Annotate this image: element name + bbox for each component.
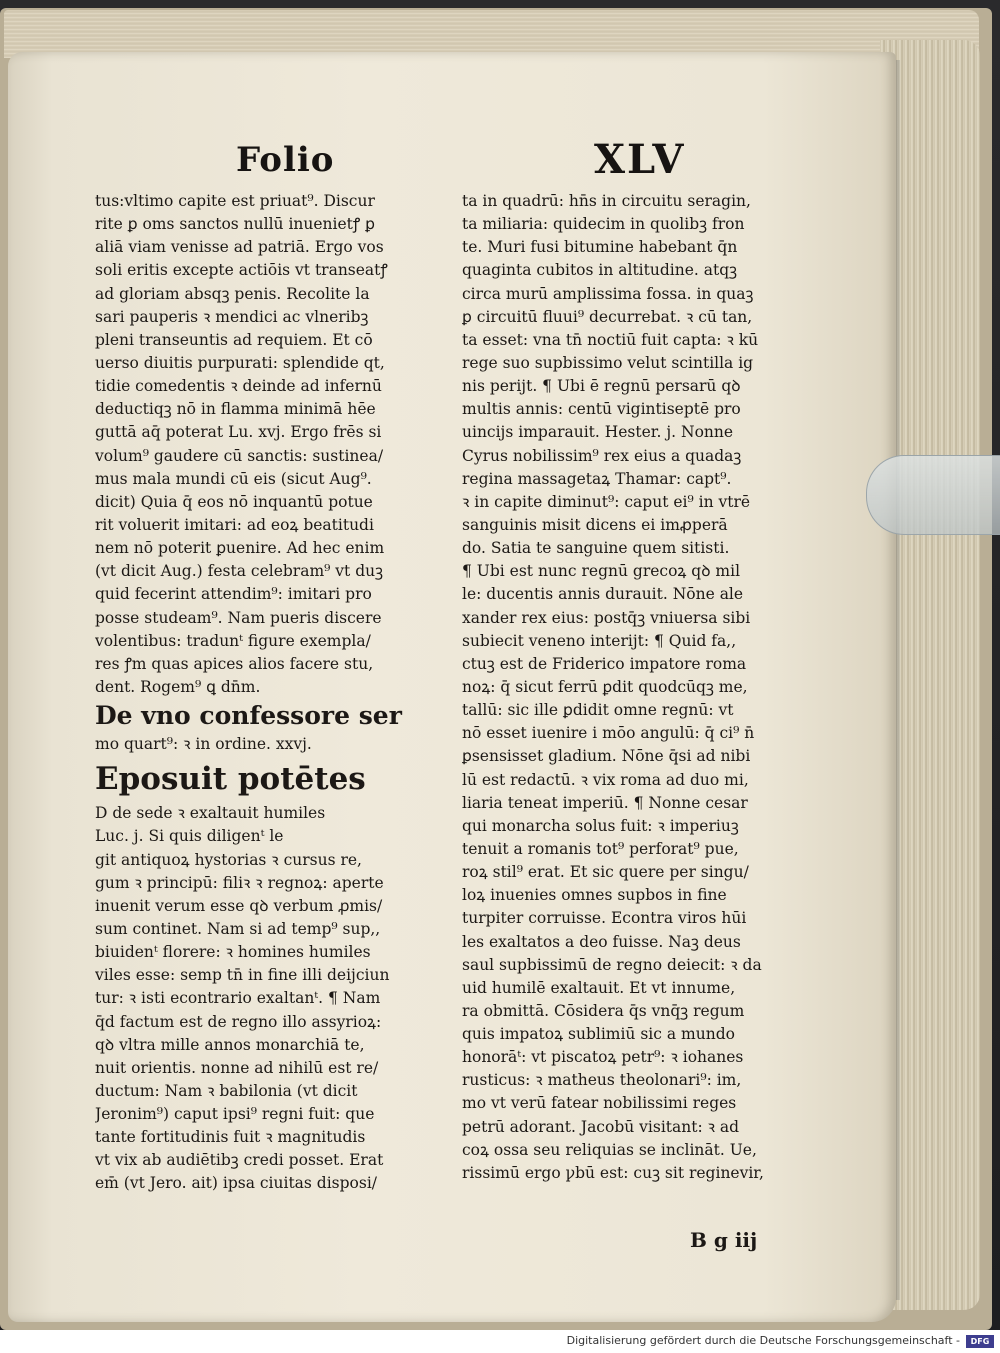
left-column-line: ad gloriam absqꝫ penis. Recolite la (95, 284, 370, 303)
left-column-line: q̄d factum est de regno illo assyrioꝝ: (95, 1012, 382, 1031)
right-column-line: honorāᵗ: vt piscatoꝝ petr⁹: ꝛ iohanes (462, 1048, 744, 1067)
left-column-line: Luc. j. Si quis diligenᵗ le (95, 827, 284, 846)
right-column-line: roꝝ stil⁹ erat. Et sic quere per singu/ (462, 863, 749, 882)
folio-number: XLV (594, 136, 686, 183)
right-column-line: ꝛ in capite diminut⁹: caput ei⁹ in vtrē (462, 492, 751, 511)
left-column-line: ductum: Nam ꝛ babilonia (vt dicit (95, 1081, 358, 1100)
left-column-line: aliā viam venisse ad patriā. Ergo vos (95, 238, 384, 257)
left-column-line: sari pauperis ꝛ mendici ac vlneribꝫ (95, 307, 369, 326)
book-top-edge (4, 10, 979, 58)
right-column-line: loꝝ inuenies omnes supbos in fine (462, 886, 727, 905)
left-column-line: dent. Rogem⁹ ꝗ dn̄m. (95, 677, 261, 696)
left-column-line: rite ꝑ oms sanctos nullū inuenietꝭ ꝑ (95, 215, 376, 234)
right-column-line: ctuꝫ est de Friderico impatore roma (462, 654, 747, 673)
left-column-line: qꝺ vltra mille annos monarchiā te, (95, 1035, 365, 1054)
left-column-line: Eposuit potētes (95, 761, 366, 798)
left-column-line: mo quart⁹: ꝛ in ordine. xxvj. (95, 735, 312, 754)
right-column-line: saul supbissimū de regno deiecit: ꝛ da (462, 955, 762, 974)
right-column-line: xander rex eius: postq̄ꝫ vniuersa sibi (462, 608, 751, 627)
left-column-line: deductiqꝫ nō in flamma minimā hēe (95, 400, 376, 419)
right-column-line: do. Satia te sanguine quem sitisti. (462, 539, 730, 558)
left-column-line: D de sede ꝛ exaltauit humiles (95, 804, 326, 823)
right-column-line: qui monarcha solus fuit: ꝛ imperiuꝫ (462, 816, 739, 835)
right-column-line: nis perijt. ¶ Ubi ē regnū persarū qꝺ (462, 377, 741, 396)
right-column-line: ta in quadrū: hn̄s in circuitu seragin, (462, 192, 751, 210)
left-column-line: pleni transeuntis ad requiem. Et cō (95, 330, 373, 349)
right-column-line: coꝝ ossa seu reliquias se inclināt. Ue, (462, 1140, 757, 1159)
text-column-left (95, 190, 440, 1196)
right-column-line: te. Muri fusi bitumine habebant q̄n (462, 238, 738, 257)
left-column-line: soli eritis excepte actiōis vt transeatꝭ (95, 261, 388, 280)
right-column-line: rusticus: ꝛ matheus theolonari⁹: im, (462, 1071, 742, 1090)
left-column-line: rit voluerit imitari: ad eoꝝ beatitudi (95, 515, 374, 534)
folio-label: Folio (236, 140, 335, 180)
dfg-logo: DFG (966, 1335, 994, 1348)
left-column-line: res ꝭm quas apices alios facere stu, (95, 654, 374, 673)
left-column-line: dicit) Quia q̄ eos nō inquantū potue (95, 492, 373, 511)
right-column-line: mo vt verū fatear nobilissimi reges (462, 1094, 737, 1113)
footer-bar (0, 1330, 1000, 1353)
left-column-line: posse studeam⁹. Nam pueris discere (95, 608, 382, 627)
signature-mark: B g iij (690, 1228, 758, 1252)
right-column-line: uid humilē exaltauit. Et vt innume, (462, 978, 736, 997)
right-column-line: nō esset iuenire i mōo angulū: q̄ ci⁹ n̄ (462, 724, 755, 743)
left-column-line: nuit orientis. nonne ad nihilū est re/ (95, 1058, 379, 1077)
right-column-line: ta miliaria: quidecim in quolibꝫ fron (462, 215, 745, 234)
left-column-line: vt vix ab audiētibꝫ credi posset. Erat (95, 1151, 384, 1170)
left-column-line: De vno confessore ser (95, 701, 402, 731)
right-column-line: ꝑ circuitū fluui⁹ decurrebat. ꝛ cū tan, (462, 307, 753, 326)
left-column-line: tante fortitudinis fuit ꝛ magnitudis (95, 1128, 366, 1147)
left-column-line: tur: ꝛ isti econtrario exaltanᵗ. ¶ Nam (95, 989, 381, 1008)
page-clip-holder (866, 455, 1000, 535)
left-column-line: nem nō poterit ꝑuenire. Ad hec enim (95, 539, 385, 558)
left-column-line: guttā aq̄ poterat Lu. xvj. Ergo frēs si (95, 423, 382, 442)
left-column-line: quid fecerint attendim⁹: imitari pro (95, 585, 372, 604)
text-column-right (462, 190, 807, 1185)
left-column-line: git antiquoꝝ hystorias ꝛ cursus re, (95, 850, 362, 869)
right-column-line: uincijs imparauit. Hester. j. Nonne (462, 423, 734, 442)
left-column-line: em̄ (vt Jero. ait) ipsa ciuitas disposi/ (95, 1174, 378, 1193)
right-column-line: le: ducentis annis durauit. Nōne ale (462, 585, 744, 604)
right-column-line: lū est redactū. ꝛ vix roma ad duo mi, (462, 770, 749, 789)
left-column-line: tus:vltimo capite est priuat⁹. Discur (95, 192, 375, 210)
right-column-line: multis annis: centū vigintiseptē pro (462, 400, 741, 419)
page-header (0, 136, 1000, 190)
right-column-line: tenuit a romanis tot⁹ perforat⁹ pue, (462, 839, 739, 858)
right-column-line: quis impatoꝝ sublimiū sic a mundo (462, 1025, 735, 1044)
right-column-line: ra obmittā. Cōsidera q̄s vnq̄ꝫ regum (462, 1001, 745, 1020)
right-column-line: petrū adorant. Jacobū visitant: ꝛ ad (462, 1117, 740, 1136)
left-column-line: inuenit verum esse qꝺ verbum ꝓmis/ (95, 896, 383, 915)
right-column-line: tallū: sic ille ꝑdidit omne regnū: vt (462, 701, 734, 720)
right-column-line: liaria teneat imperiū. ¶ Nonne cesar (462, 793, 748, 812)
right-column-line: subiecit veneno interijt: ¶ Quid fa,, (462, 631, 737, 650)
right-column-line: turpiter corruisse. Econtra viros hūi (462, 909, 747, 928)
left-column-line: sum continet. Nam si ad temp⁹ sup,, (95, 919, 381, 938)
right-column-line: ꝑsensisset gladium. Nōne q̄si ad nibi (462, 747, 751, 766)
left-column-line: gum ꝛ principū: filiꝛ ꝛ regnoꝝ: aperte (95, 873, 384, 892)
left-column-line: volentibus: tradunᵗ figure exempla/ (95, 631, 371, 650)
left-column-line: (vt dicit Aug.) festa celebram⁹ vt duꝫ (95, 562, 384, 581)
right-column-line: quaginta cubitos in altitudine. atqꝫ (462, 261, 738, 280)
right-column-line: Cyrus nobilissim⁹ rex eius a quadaꝫ (462, 446, 742, 465)
right-column-line: ta esset: vna tn̄ noctiū fuit capta: ꝛ kū (462, 330, 759, 349)
right-column-line: regina massagetaꝝ Thamar: capt⁹. (462, 469, 732, 488)
footer-credit: Digitalisierung gefördert durch die Deutsche Forschungsgemeinschaft - (566, 1334, 960, 1347)
right-column-line: circa murū amplissima fossa. in quaꝫ (462, 284, 754, 303)
left-column-line: Jeronim⁹) caput ipsi⁹ regni fuit: que (95, 1105, 375, 1124)
left-column-line: tidie comedentis ꝛ deinde ad infernū (95, 377, 382, 396)
left-column-line: mus mala mundi cū eis (sicut Aug⁹. (95, 469, 372, 488)
left-column-line: uerso diuitis purpurati: splendide qt, (95, 353, 385, 372)
right-column-line: sanguinis misit dicens ei imꝓperā (462, 515, 728, 534)
right-column-line: ¶ Ubi est nunc regnū grecoꝝ qꝺ mil (462, 562, 741, 581)
right-column-line: les exaltatos a deo fuisse. Naꝫ deus (462, 932, 741, 951)
right-column-line: rissimū ergo ꝩbū est: cuꝫ sit reginevir, (462, 1163, 764, 1182)
left-column-line: biuidenᵗ florere: ꝛ homines humiles (95, 943, 371, 962)
left-column-line: viles esse: semp tn̄ in fine illi deijciun (95, 966, 390, 985)
right-column-line: noꝝ: q̄ sicut ferrū ꝑdit quodcūqꝫ me, (462, 677, 748, 696)
right-column-line: rege suo supbissimo velut scintilla ig (462, 353, 754, 372)
left-column-line: volum⁹ gaudere cū sanctis: sustinea/ (95, 446, 384, 465)
